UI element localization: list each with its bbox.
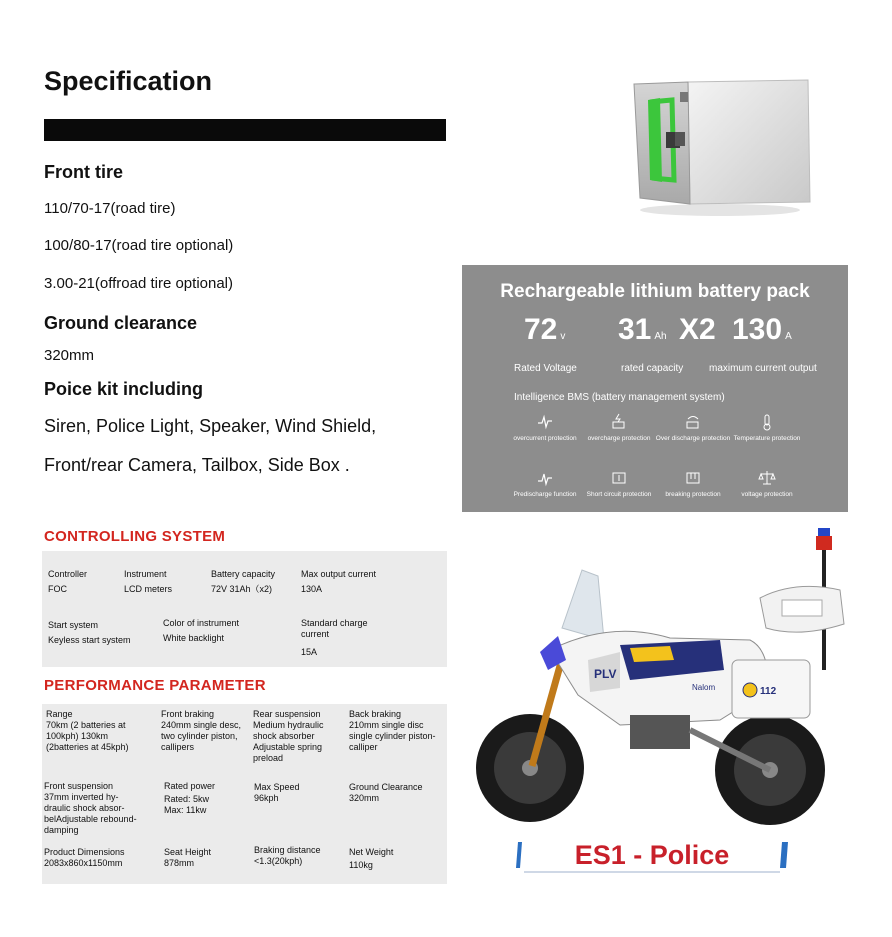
brand-text: Nalom bbox=[692, 683, 716, 692]
bms-label: Intelligence BMS (battery management system) bbox=[514, 392, 725, 403]
performance-parameter-table bbox=[42, 704, 447, 884]
front-tire-item: 100/80-17(road tire optional) bbox=[44, 237, 234, 254]
max-speed-label: Max Speed bbox=[254, 782, 300, 792]
ground-clearance-heading: Ground clearance bbox=[44, 313, 198, 333]
model-name: ES1 - Police bbox=[574, 840, 730, 870]
instrument-color-label: Color of instrument bbox=[163, 618, 240, 628]
battery-capacity-value: 72V 31Ah（x2) bbox=[211, 584, 273, 594]
balance-scale-icon bbox=[758, 469, 776, 487]
max-current-unit: A bbox=[785, 331, 792, 342]
rated-voltage-label: Rated Voltage bbox=[514, 363, 577, 374]
max-current-value bbox=[732, 313, 792, 347]
protection-label: overcurrent protection bbox=[513, 435, 577, 442]
police-kit-line: Siren, Police Light, Speaker, Wind Shield, bbox=[44, 416, 377, 436]
predischarge-icon bbox=[536, 469, 554, 487]
range-value: 70km (2 batteries at 100kph) 130km (2batteries at 45kph) bbox=[46, 720, 129, 752]
controller-label: Controller bbox=[48, 569, 88, 579]
rated-voltage-unit: v bbox=[560, 331, 566, 342]
range-label: Range bbox=[46, 709, 73, 719]
standard-charge-label: Standard charge current bbox=[301, 618, 368, 639]
protection-label: Over discharge protection bbox=[655, 435, 731, 442]
battery-panel-title: Rechargeable lithium battery pack bbox=[500, 281, 810, 302]
front-braking-label: Front braking bbox=[161, 709, 215, 719]
max-current-number: 130 bbox=[732, 313, 783, 346]
controlling-system-heading: CONTROLLING SYSTEM bbox=[44, 528, 226, 545]
standard-charge-value: 15A bbox=[301, 647, 318, 657]
protection-label: Temperature protection bbox=[733, 435, 801, 442]
product-dimensions-value: 2083x860x1150mm bbox=[44, 858, 123, 868]
instrument-label: Instrument bbox=[124, 569, 167, 579]
rated-capacity-number: 31 bbox=[618, 313, 652, 346]
performance-parameter-heading: PERFORMANCE PARAMETER bbox=[44, 677, 266, 694]
battery-capacity-label: Battery capacity bbox=[211, 569, 276, 579]
controlling-system-table bbox=[42, 551, 447, 667]
short-circuit-icon bbox=[610, 469, 628, 487]
ground-clearance-cell-value: 320mm bbox=[349, 793, 380, 803]
back-braking-label: Back braking bbox=[349, 709, 402, 719]
instrument-value: LCD meters bbox=[124, 584, 173, 594]
front-suspension-value: 37mm inverted hy-draulic shock absor-belAdjustable rebound-damping bbox=[44, 792, 137, 835]
battery-pack-image bbox=[620, 70, 820, 220]
protection-label: Short circuit protection bbox=[586, 491, 652, 498]
front-tire-heading: Front tire bbox=[44, 162, 123, 182]
rear-suspension-value: Medium hydraulic shock absorber Adjustable spring preload bbox=[253, 720, 324, 763]
back-braking-value: 210mm single disc single cylinder piston-calliper bbox=[349, 720, 436, 752]
rated-power-label: Rated power bbox=[164, 781, 216, 791]
front-tire-item: 3.00-21(offroad tire optional) bbox=[44, 275, 234, 292]
protection-label: Predischarge function bbox=[513, 491, 577, 498]
start-system-value: Keyless start system bbox=[48, 635, 131, 645]
front-suspension-label: Front suspension bbox=[44, 781, 114, 791]
model-banner bbox=[516, 836, 788, 874]
protection-label: voltage protection bbox=[741, 491, 793, 498]
overcharge-icon bbox=[610, 413, 628, 431]
product-dimensions-label: Product Dimensions bbox=[44, 847, 125, 857]
decal-text: PLV bbox=[594, 667, 617, 681]
rated-voltage-number: 72 bbox=[524, 313, 558, 346]
rear-suspension-label: Rear suspension bbox=[253, 709, 321, 719]
net-weight-value: 110kg bbox=[349, 860, 373, 870]
rated-power-value: Rated: 5kw Max: 11kw bbox=[164, 794, 210, 815]
box-number: 112 bbox=[760, 686, 777, 697]
max-output-current-value: 130A bbox=[301, 584, 323, 594]
braking-distance-label: Braking distance bbox=[254, 845, 321, 855]
rated-capacity-label: rated capacity bbox=[621, 363, 684, 374]
protection-label: overcharge protection bbox=[587, 435, 651, 442]
rated-voltage-value bbox=[524, 313, 565, 347]
thermometer-icon bbox=[758, 413, 776, 431]
max-speed-value: 96kph bbox=[254, 793, 279, 803]
police-kit-line: Front/rear Camera, Tailbox, Side Box . bbox=[44, 455, 350, 475]
rated-capacity-unit: Ah bbox=[654, 331, 667, 342]
instrument-color-value: White backlight bbox=[163, 633, 225, 643]
controller-value: FOC bbox=[48, 584, 67, 594]
net-weight-label: Net Weight bbox=[349, 847, 394, 857]
overcurrent-icon bbox=[536, 413, 554, 431]
breaking-protection-icon bbox=[684, 469, 702, 487]
over-discharge-icon bbox=[684, 413, 702, 431]
rated-capacity-multiplier: X2 bbox=[678, 313, 716, 346]
page-title: Specification bbox=[44, 66, 213, 96]
protection-item bbox=[722, 469, 812, 498]
start-system-label: Start system bbox=[48, 620, 99, 630]
ground-clearance-label: Ground Clearance bbox=[349, 782, 423, 792]
battery-info-panel bbox=[462, 265, 848, 512]
protection-item bbox=[722, 413, 812, 442]
seat-height-value: 878mm bbox=[164, 858, 195, 868]
police-motorcycle-image bbox=[470, 520, 855, 845]
police-kit-heading: Poice kit including bbox=[44, 379, 204, 399]
rated-capacity-value bbox=[618, 313, 716, 347]
max-current-label: maximum current output bbox=[709, 363, 817, 374]
max-output-current-label: Max output current bbox=[301, 569, 377, 579]
ground-clearance-value: 320mm bbox=[44, 347, 95, 364]
front-tire-item: 110/70-17(road tire) bbox=[44, 200, 176, 217]
front-braking-value: 240mm single desc, two cylinder piston, callipers bbox=[161, 720, 242, 752]
braking-distance-value: <1.3(20kph) bbox=[254, 856, 303, 866]
protection-label: breaking protection bbox=[665, 491, 721, 498]
title-divider-bar bbox=[44, 119, 446, 141]
seat-height-label: Seat Height bbox=[164, 847, 212, 857]
